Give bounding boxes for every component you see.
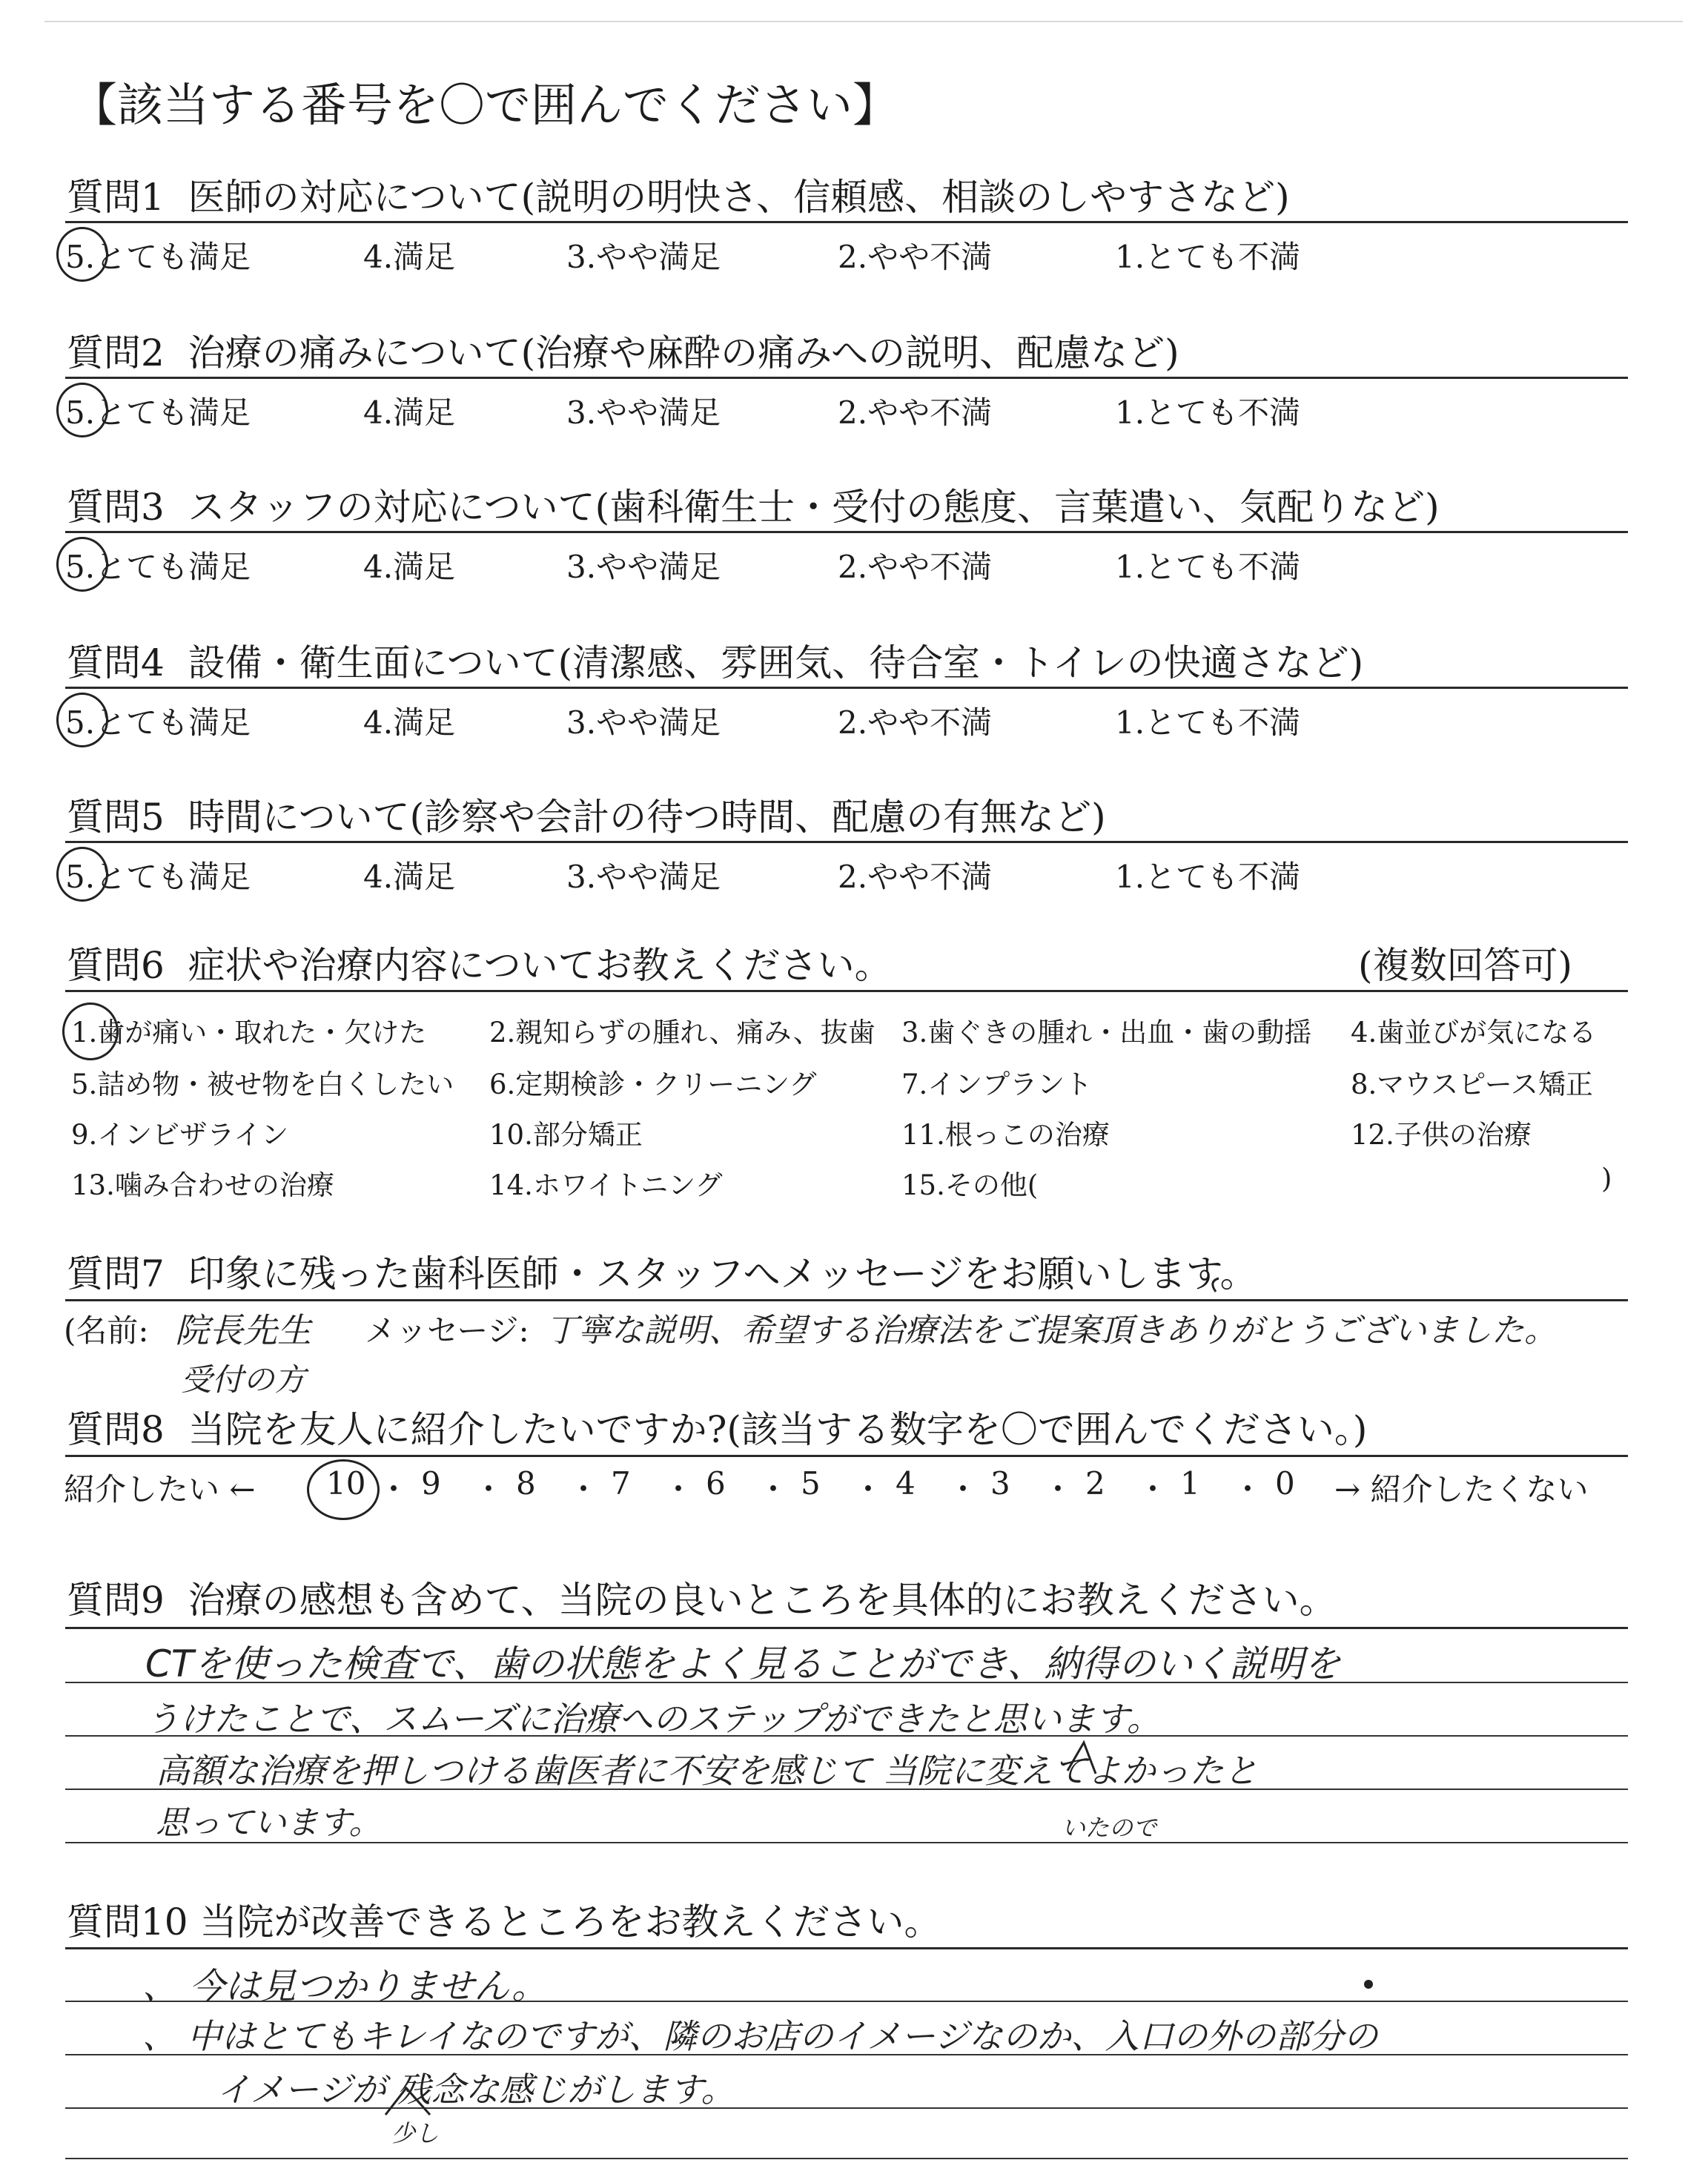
q8-separator: ・ [568,1471,600,1507]
q8-scale-10[interactable]: 10 [326,1465,366,1502]
q8-separator: ・ [947,1471,979,1507]
q9-caret-mark [1068,1743,1096,1774]
q5-option-3[interactable]: 3.やや満足 [566,859,721,895]
q3-option-2[interactable]: 2.やや不満 [838,549,993,585]
q2-label: 質問2 [67,331,165,374]
q6-option-5[interactable]: 5.詰め物・被せ物を白くしたい [71,1069,454,1100]
q7-text: 印象に残った歯科医師・スタッフへメッセージをお願いします。 [188,1252,1257,1295]
q3-option-5[interactable]: 5.とても満足 [65,549,251,585]
q8-scale-9[interactable]: 9 [421,1465,441,1502]
q8-separator: ・ [378,1471,410,1507]
page-title: 【該当する番号を〇で囲んでください】 [71,78,899,132]
q1-text: 医師の対応について(説明の明快さ、信頼感、相談のしやすさなど) [188,176,1290,219]
q3-option-4[interactable]: 4.満足 [363,549,456,585]
q8-scale-1[interactable]: 1 [1180,1465,1200,1502]
q6-option-2[interactable]: 2.親知らずの腫れ、痛み、抜歯 [489,1017,875,1048]
q2-text: 治療の痛みについて(治療や麻酔の痛みへの説明、配慮など) [188,331,1179,374]
q4-option-4[interactable]: 4.満足 [363,704,456,741]
q4-option-3[interactable]: 3.やや満足 [566,704,721,741]
q4-label: 質問4 [67,641,165,684]
q8-scale-5[interactable]: 5 [801,1465,821,1502]
q10-answer-line-3[interactable]: イメージが 残念な感じがします。 [216,2070,735,2110]
q1-label: 質問1 [67,176,165,219]
q6-option-3[interactable]: 3.歯ぐきの腫れ・出血・歯の動揺 [901,1017,1312,1048]
q8-scale-6[interactable]: 6 [706,1465,726,1502]
q6-option-9[interactable]: 9.インビザライン [71,1119,289,1151]
q6-text: 症状や治療内容についてお教えください。 [188,944,892,987]
q3-text: スタッフの対応について(歯科衛生士・受付の態度、言葉遣い、気配りなど) [188,486,1440,529]
q1-option-5[interactable]: 5.とても満足 [65,239,251,275]
q10-label: 質問10 [67,1900,188,1943]
q9-answer-line-2[interactable]: うけたことで、スムーズに治療へのステップができたと思います。 [145,1699,1161,1739]
q10-insertion[interactable]: 少し [391,2119,440,2147]
q7-label: 質問7 [67,1252,165,1295]
q7-name-value-2[interactable]: 受付の方 [181,1361,306,1398]
q7-message-prefix: メッセージ: [365,1312,529,1349]
q6-option-14[interactable]: 14.ホワイトニング [489,1169,723,1201]
q5-option-4[interactable]: 4.満足 [363,859,456,895]
q2-option-2[interactable]: 2.やや不満 [838,394,993,431]
q8-separator: ・ [1232,1471,1264,1507]
q6-option-13[interactable]: 13.噛み合わせの治療 [71,1169,334,1201]
q6-option-15[interactable]: 15.その他( [901,1169,1039,1201]
q8-separator: ・ [1042,1471,1074,1507]
q4-option-5[interactable]: 5.とても満足 [65,704,251,741]
q8-left-label: 紹介したい ← [64,1471,256,1507]
q9-answer-line-1[interactable]: CTを使った検査で、歯の状態をよく見ることができ、納得のいく説明を [145,1642,1341,1685]
q8-scale-8[interactable]: 8 [516,1465,536,1502]
q3-option-3[interactable]: 3.やや満足 [566,549,721,585]
q8-right-label: → 紹介したくない [1334,1471,1589,1507]
q5-label: 質問5 [67,796,165,839]
q8-scale-7[interactable]: 7 [611,1465,631,1502]
q6-option-7[interactable]: 7.インプラント [901,1069,1093,1100]
q9-answer-line-3[interactable]: 高額な治療を押しつける歯医者に不安を感じて 当院に変えてよかったと [156,1751,1258,1791]
q4-option-1[interactable]: 1.とても不満 [1115,704,1301,741]
q8-separator: ・ [663,1471,695,1507]
q8-separator: ・ [758,1471,790,1507]
q7-name-prefix: (名前: [64,1312,149,1349]
q1-option-2[interactable]: 2.やや不満 [838,239,993,275]
q9-label: 質問9 [67,1579,165,1622]
q6-option-10[interactable]: 10.部分矯正 [489,1119,643,1151]
q9-text: 治療の感想も含めて、当院の良いところを具体的にお教えください。 [188,1579,1337,1622]
q8-separator: ・ [853,1471,884,1507]
q8-scale-2[interactable]: 2 [1085,1465,1105,1502]
q8-text: 当院を友人に紹介したいですか?(該当する数字を〇で囲んでください。) [188,1408,1368,1451]
q6-label: 質問6 [67,944,165,987]
q8-scale-3[interactable]: 3 [990,1465,1010,1502]
q8-scale-4[interactable]: 4 [896,1465,916,1502]
q9-answer-line-4[interactable]: 思っています。 [156,1804,382,1842]
q2-option-3[interactable]: 3.やや満足 [566,394,721,431]
q10-caret-mark [385,2088,430,2115]
q6-option-1[interactable]: 1.歯が痛い・取れた・欠けた [71,1017,427,1048]
q6-option-6[interactable]: 6.定期検診・クリーニング [489,1069,817,1100]
q7-name-value[interactable]: 院長先生 [175,1310,311,1350]
q6-option-4[interactable]: 4.歯並びが気になる [1351,1017,1597,1048]
q10-answer-line-1[interactable]: 、 今は見つかりません。 [142,1966,548,2007]
q6-other-close-paren: ) [1601,1163,1612,1195]
q6-note: (複数回答可) [1358,944,1573,987]
q2-option-1[interactable]: 1.とても不満 [1115,394,1301,431]
q2-option-5[interactable]: 5.とても満足 [65,394,251,431]
q5-option-1[interactable]: 1.とても不満 [1115,859,1301,895]
q5-option-2[interactable]: 2.やや不満 [838,859,993,895]
q5-option-5[interactable]: 5.とても満足 [65,859,251,895]
q7-message-value[interactable]: 丁寧な説明、希望する治療法をご提案頂きありがとうございました。 [546,1312,1557,1350]
q1-option-4[interactable]: 4.満足 [363,239,456,275]
q8-label: 質問8 [67,1408,165,1451]
q1-option-1[interactable]: 1.とても不満 [1115,239,1301,275]
q6-option-12[interactable]: 12.子供の治療 [1351,1119,1532,1151]
q8-separator: ・ [473,1471,505,1507]
q10-answer-line-2[interactable]: 、 中はとてもキレイなのですが、隣のお店のイメージなのか、入口の外の部分の [142,2016,1378,2056]
q10-text: 当院が改善できるところをお教えください。 [199,1900,941,1943]
q3-label: 質問3 [67,486,165,529]
q4-text: 設備・衛生面について(清潔感、雰囲気、待合室・トイレの快適さなど) [188,641,1364,684]
q8-scale-0[interactable]: 0 [1275,1465,1295,1502]
q6-option-11[interactable]: 11.根っこの治療 [901,1119,1110,1151]
q1-option-3[interactable]: 3.やや満足 [566,239,721,275]
q2-option-4[interactable]: 4.満足 [363,394,456,431]
q9-insertion[interactable]: いたので [1062,1814,1157,1842]
q7-strike-mark [1213,1278,1219,1292]
q6-option-8[interactable]: 8.マウスピース矯正 [1351,1069,1593,1100]
q5-text: 時間について(診察や会計の待つ時間、配慮の有無など) [188,796,1106,839]
q4-option-2[interactable]: 2.やや不満 [838,704,993,741]
q3-option-1[interactable]: 1.とても不満 [1115,549,1301,585]
q8-separator: ・ [1137,1471,1169,1507]
q10-dot-mark [1364,1980,1373,1989]
